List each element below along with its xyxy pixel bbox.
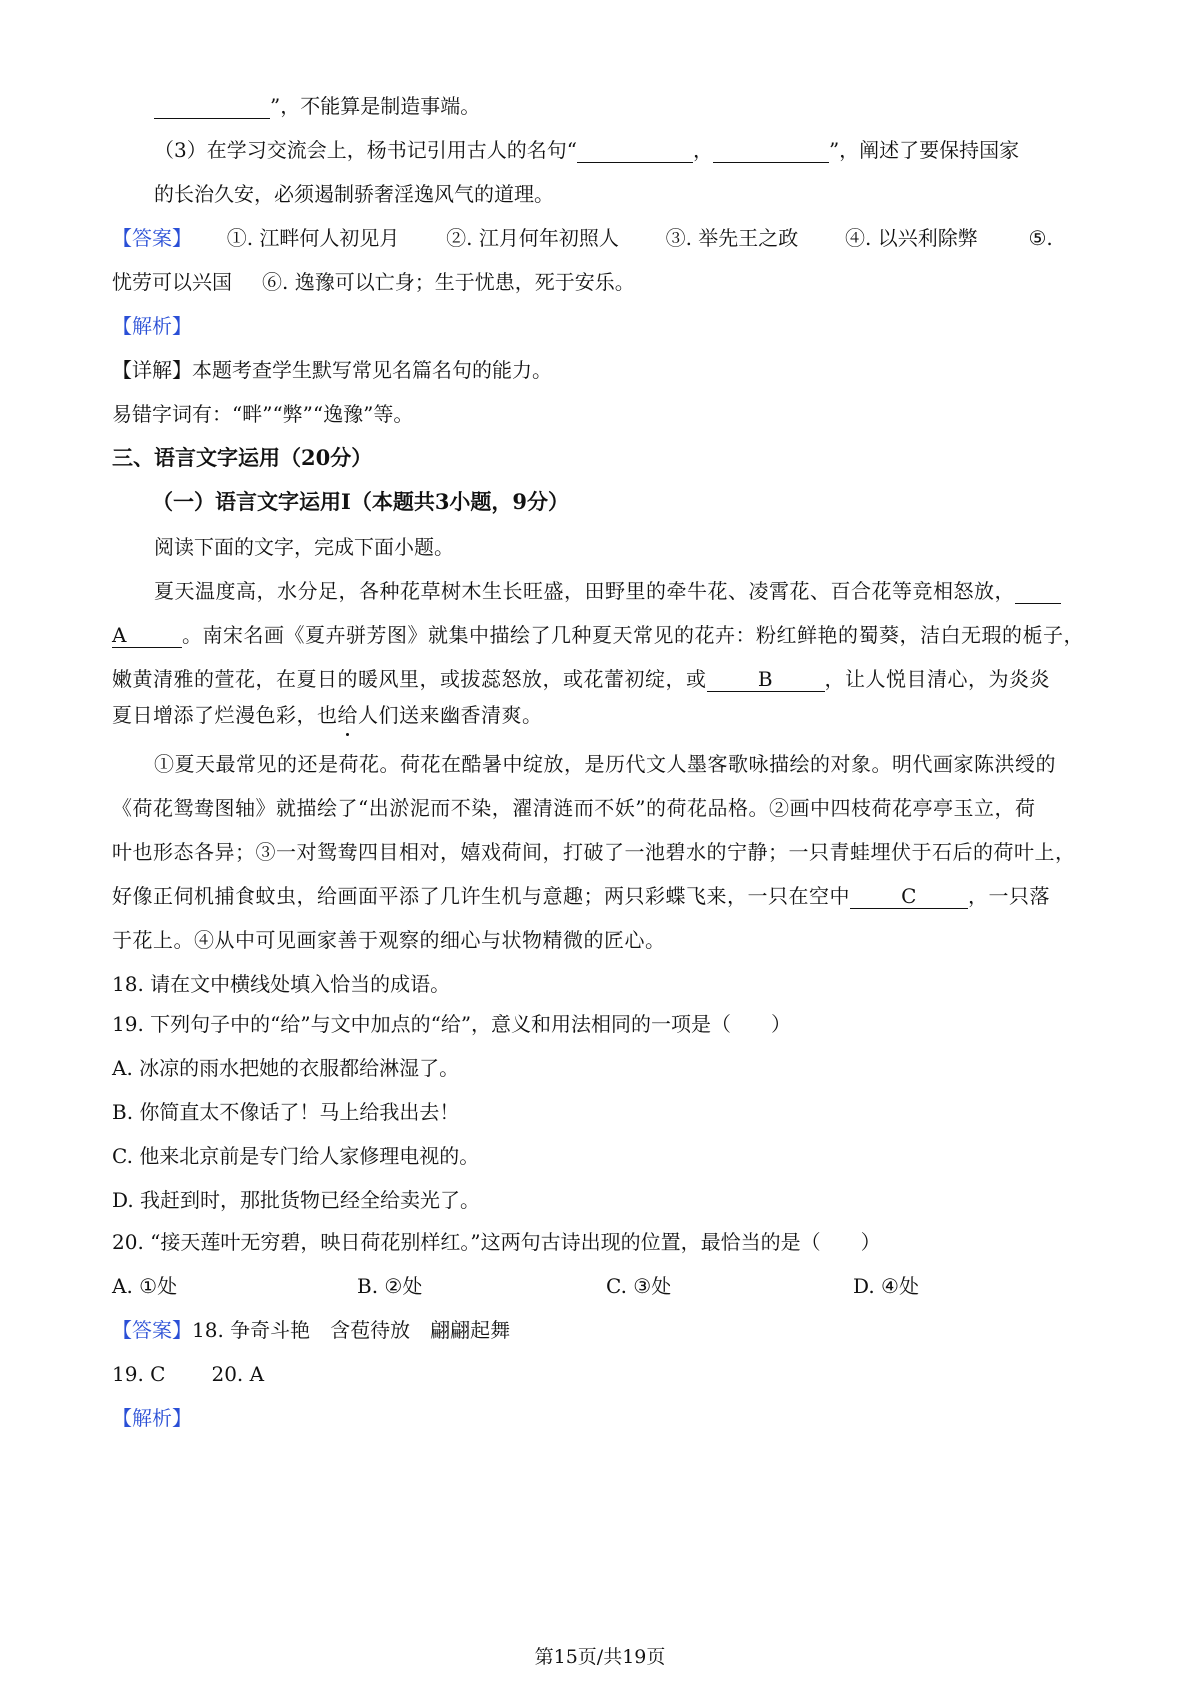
answer-block-2: 【答案】18. 争奇斗艳 含苞待放 翩翩起舞 <box>112 1318 511 1342</box>
section-title: 三、语言文字运用（20分） <box>112 445 373 470</box>
detail-text: 【详解】本题考查学生默写常见名篇名句的能力。 <box>112 358 552 382</box>
answer-item: ③. 举先王之政 <box>665 226 799 250</box>
answer-block-1-line2: 忧劳可以兴国 ⑥. 逸豫可以亡身；生于忧患，死于安乐。 <box>112 270 635 294</box>
passage-line: 叶也形态各异；③一对鸳鸯四目相对，嬉戏荷间，打破了一池碧水的宁静；一只青蛙埋伏于石后的荷叶上， <box>112 840 1076 864</box>
passage-line: 于花上。④从中可见画家善于观察的细心与状物精微的匠心。 <box>112 928 666 952</box>
blank-c: C <box>850 884 968 909</box>
q19-option-b: B. 你简直太不像话了！马上给我出去！ <box>112 1100 460 1124</box>
question-19: 19. 下列句子中的“给”与文中加点的“给”，意义和用法相同的一项是（ ） <box>112 1012 792 1036</box>
question-18: 18. 请在文中横线处填入恰当的成语。 <box>112 972 451 996</box>
instruction: 阅读下面的文字，完成下面小题。 <box>154 535 454 559</box>
passage-line: 夏天温度高，水分足，各种花草树木生长旺盛，田野里的牵牛花、凌霄花、百合花等竞相怒放， <box>154 577 1061 605</box>
question-3-line2: 的长治久安，必须遏制骄奢淫逸风气的道理。 <box>154 182 554 206</box>
passage-line: 好像正伺机捕食蚊虫，给画面平添了几许生机与意趣；两只彩蝶飞来，一只在空中 C ，一只落 <box>112 884 1050 908</box>
answer-label: 【答案】 <box>112 226 192 250</box>
answer-item: ①. 江畔何人初见月 <box>226 226 400 250</box>
analysis-label-2: 【解析】 <box>112 1406 192 1430</box>
analysis-label: 【解析】 <box>112 314 192 338</box>
answer-block-2-line2: 19. C 20. A <box>112 1362 265 1386</box>
question-3: （3）在学习交流会上，杨书记引用古人的名句“ ， ”，阐述了要保持国家 <box>154 138 1020 162</box>
passage-line: A 。南宋名画《夏卉骈芳图》就集中描绘了几种夏天常见的花卉：粉红鲜艳的蜀葵，洁白无瑕的栀子， <box>112 623 1084 647</box>
q20-option-d: D. ④处 <box>853 1274 919 1298</box>
dotted-character: 给 <box>337 703 358 727</box>
answer-item: ④. 以兴利除弊 <box>845 226 978 250</box>
easy-wrong-words: 易错字词有：“畔”“弊”“逸豫”等。 <box>112 402 414 426</box>
passage-line: 《荷花鸳鸯图轴》就描绘了“出淤泥而不染，濯清涟而不妖”的荷花品格。②画中四枝荷花亭亭玉立，荷 <box>112 796 1036 820</box>
subsection-title: （一）语言文字运用Ⅰ（本题共3小题，9分） <box>152 489 570 514</box>
q19-option-a: A. 冰凉的雨水把她的衣服都给淋湿了。 <box>112 1056 460 1080</box>
passage-line: ①夏天最常见的还是荷花。荷花在酷暑中绽放，是历代文人墨客歌咏描绘的对象。明代画家陈洪绶的 <box>154 752 1056 776</box>
q19-option-c: C. 他来北京前是专门给人家修理电视的。 <box>112 1144 480 1168</box>
blank-a: A <box>112 623 182 648</box>
blank-a-start <box>1015 579 1061 604</box>
passage-line: 夏日增添了烂漫色彩，也给人们送来幽香清爽。 <box>112 703 543 727</box>
q20-option-a: A. ①处 <box>112 1274 178 1298</box>
answer-block-1 <box>112 224 1053 252</box>
question-20: 20. “接天莲叶无穷碧，映日荷花别样红。”这两句古诗出现的位置，最恰当的是（ ） <box>112 1230 881 1254</box>
answer-blank <box>577 138 693 163</box>
blank-b: B <box>707 667 825 692</box>
answer-item: ⑤. <box>1028 226 1053 250</box>
answer-item: ②. 江月何年初照人 <box>446 226 619 250</box>
q19-option-d: D. 我赶到时，那批货物已经全给卖光了。 <box>112 1188 481 1212</box>
page-footer: 第15页/共19页 <box>534 1646 666 1668</box>
answer-label: 【答案】 <box>112 1318 192 1342</box>
answer-blank <box>713 138 829 163</box>
answer-blank <box>154 94 270 119</box>
passage-line: 嫩黄清雅的萱花，在夏日的暖风里，或拔蕊怒放，或花蕾初绽，或 B ，让人悦目清心，为炎炎 <box>112 667 1050 691</box>
fill-question-tail: ”，不能算是制造事端。 <box>154 92 480 120</box>
q20-option-c: C. ③处 <box>606 1274 672 1298</box>
q20-option-b: B. ②处 <box>357 1274 423 1298</box>
